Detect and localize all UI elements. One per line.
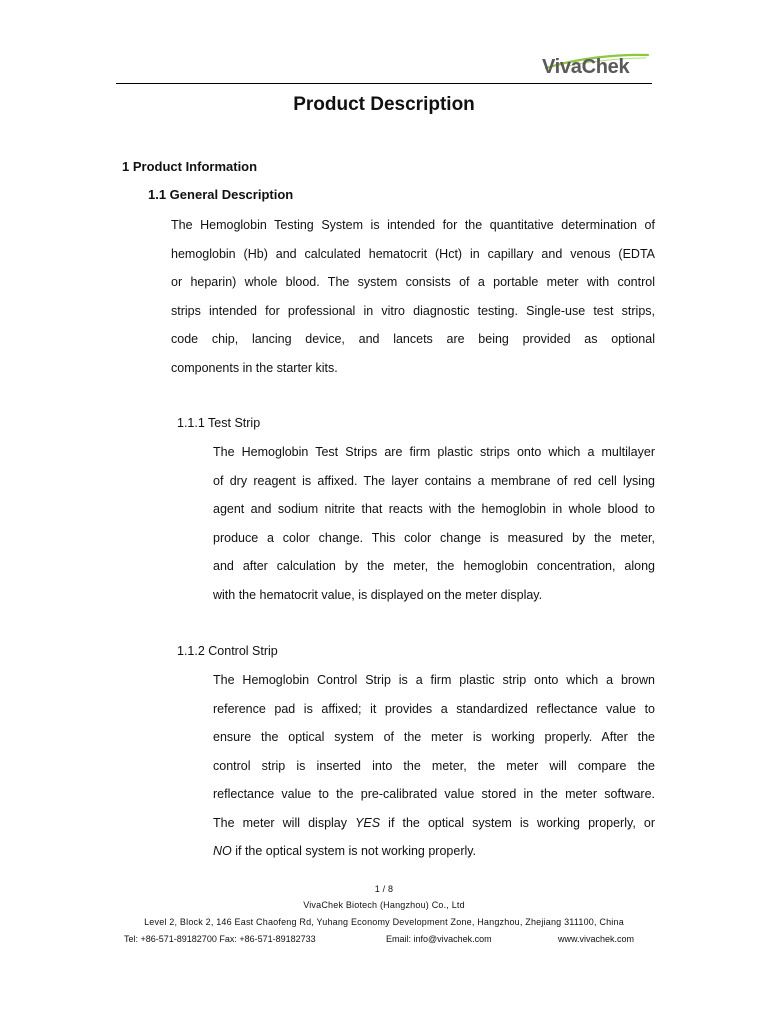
footer-address: Level 2, Block 2, 146 East Chaofeng Rd, Yuhang Economy Development Zone, Hangzhou, Zhejiang 311100, China (144, 917, 624, 927)
no-result-text: NO (213, 844, 232, 858)
paragraph-line: code chip, lancing device, and lancets are being provided as optional (171, 332, 655, 346)
paragraph-line: hemoglobin (Hb) and calculated hematocrit (Hct) in capillary and venous (EDTA (171, 246, 655, 261)
paragraph-line: produce a color change. This color change is measured by the meter, (213, 530, 655, 545)
footer-company: VivaChek Biotech (Hangzhou) Co., Ltd (303, 900, 465, 910)
subsection-heading-test-strip: 1.1.1 Test Strip (177, 416, 261, 430)
page-number: 1 / 8 (374, 884, 394, 894)
company-logo (538, 52, 650, 82)
logo-text: VivaChek (542, 56, 630, 78)
paragraph-line: agent and sodium nitrite that reacts with the hemoglobin in whole blood to (213, 502, 655, 516)
line-text: The meter will display (213, 815, 356, 830)
paragraph-line: strips intended for professional in vitro diagnostic testing. Single-use test strips, (171, 303, 655, 318)
paragraph-line: or heparin) whole blood. The system consists of a portable meter with control (171, 275, 655, 289)
line-text: if the optical system is working properly, or (380, 815, 655, 830)
paragraph-line: The Hemoglobin Control Strip is a firm plastic strip onto which a brown (213, 673, 655, 687)
paragraph-line: reflectance value to the pre-calibrated value stored in the meter software. (213, 787, 655, 801)
paragraph-line: components in the starter kits. (171, 360, 338, 375)
yes-result-text: YES (355, 815, 381, 830)
paragraph-line: with the hematocrit value, is displayed on the meter display. (213, 587, 543, 602)
paragraph-line-display-no (213, 837, 655, 866)
paragraph-line: The Hemoglobin Testing System is intended for the quantitative determination of (171, 218, 655, 232)
paragraph-line: and after calculation by the meter, the hemoglobin concentration, along (213, 559, 655, 573)
paragraph-line: The Hemoglobin Test Strips are firm plastic strips onto which a multilayer (213, 445, 655, 459)
section-heading: 1 Product Information (122, 159, 258, 174)
footer-email: Email: info@vivachek.com (386, 934, 492, 944)
paragraph-line: control strip is inserted into the meter, the meter will compare the (213, 758, 655, 773)
line-text: if the optical system is not working properly. (231, 844, 477, 858)
control-strip-paragraph (213, 666, 655, 866)
paragraph-line: ensure the optical system of the meter is working properly. After the (213, 730, 655, 744)
subsection-heading-general: 1.1 General Description (148, 187, 294, 202)
paragraph-line-display-yes (213, 809, 655, 838)
test-strip-paragraph (213, 438, 655, 609)
subsection-heading-control-strip: 1.1.2 Control Strip (177, 644, 278, 658)
page-title: Product Description (293, 94, 475, 115)
header-divider (116, 83, 652, 84)
footer-phone-fax: Tel: +86-571-89182700 Fax: +86-571-89182733 (124, 934, 316, 944)
footer-website: www.vivachek.com (558, 934, 635, 944)
general-description-paragraph (171, 211, 655, 382)
paragraph-line: reference pad is affixed; it provides a standardized reflectance value to (213, 701, 655, 716)
paragraph-line: of dry reagent is affixed. The layer contains a membrane of red cell lysing (213, 473, 655, 488)
